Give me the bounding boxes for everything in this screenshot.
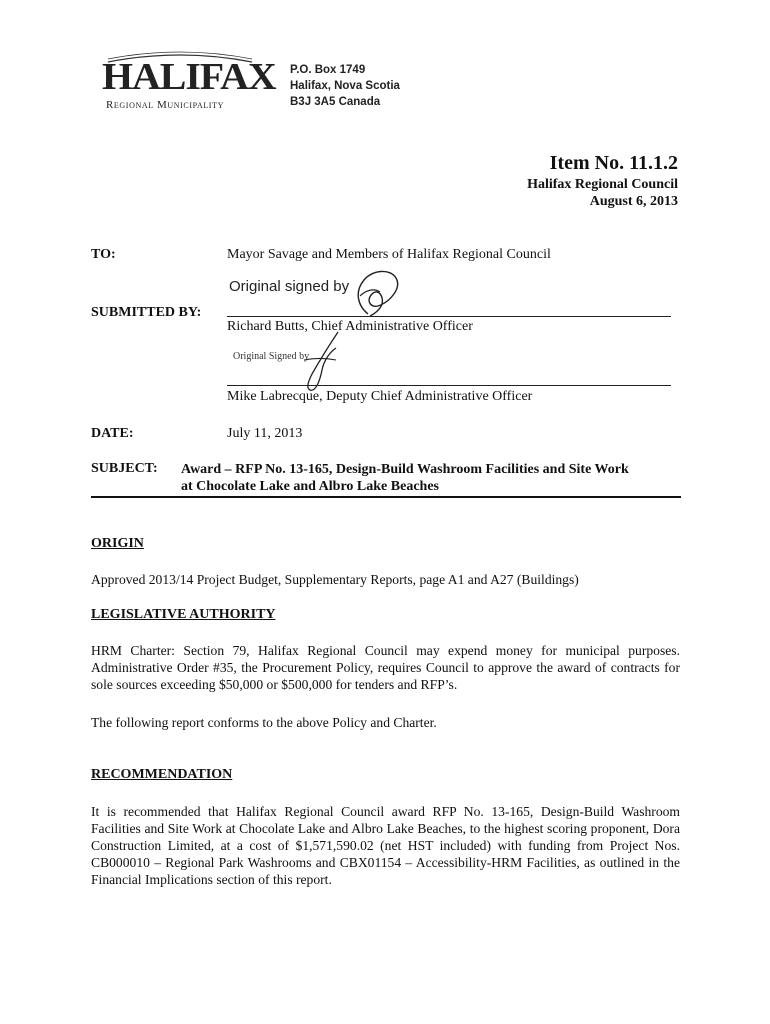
logo-subtitle: Regional Municipality <box>106 99 224 111</box>
meeting-date: August 6, 2013 <box>589 194 678 209</box>
subject-label: SUBJECT: <box>91 461 158 476</box>
legislative-text: HRM Charter: Section 79, Halifax Regional Council may expend money for municipal purposes. Administrative Order #35, the Procurement Policy, requires Council to approve the award of contracts for sole sources exceeding $50,000 or $500,000 for tenders and RFP’s. <box>91 643 680 692</box>
signer-1: Richard Butts, Chief Administrative Officer <box>227 319 473 334</box>
subject-line: Award – RFP No. 13-165, Design-Build Washroom Facilities and Site Work <box>181 462 629 477</box>
conform-text: The following report conforms to the above Policy and Charter. <box>91 715 437 730</box>
address-line: B3J 3A5 Canada <box>290 96 381 108</box>
legislative-heading: LEGISLATIVE AUTHORITY <box>91 607 276 622</box>
origin-heading: ORIGIN <box>91 536 144 551</box>
recommendation-text: It is recommended that Halifax Regional Council award RFP No. 13-165, Design-Build Washroom Facilities and Site Work at Chocolate Lake and Albro Lake Beaches, to the highest scoring proponent, Dora Construction Limited, at a cost of $1,571,590.02 (net HST included) with funding from Project Nos. CB000010 – Regional Park Washrooms and CBX01154 – Accessibility-HRM Facilities, as outlined in the Financial Implications section of this report. <box>91 804 680 887</box>
subject-divider <box>91 496 681 498</box>
signature-line-2 <box>227 385 671 386</box>
council-meeting <box>527 176 678 210</box>
date-value: July 11, 2013 <box>227 426 303 441</box>
to-label: TO: <box>91 247 116 262</box>
mailing-address <box>290 62 400 110</box>
origin-text: Approved 2013/14 Project Budget, Supplementary Reports, page A1 and A27 (Buildings) <box>91 572 579 587</box>
signer-2: Mike Labrecque, Deputy Chief Administrative Officer <box>227 389 533 404</box>
submitted-by-label: SUBMITTED BY: <box>91 305 202 320</box>
halifax-logo <box>100 50 276 112</box>
recommendation-heading: RECOMMENDATION <box>91 767 233 782</box>
to-value: Mayor Savage and Members of Halifax Regional Council <box>227 247 551 262</box>
subject-value <box>181 461 629 495</box>
date-label: DATE: <box>91 426 134 441</box>
address-line: Halifax, Nova Scotia <box>290 80 400 92</box>
signature-note-2: Original Signed by <box>233 351 310 362</box>
signature-note-1: Original signed by <box>229 278 350 295</box>
signature-1-icon <box>340 266 410 318</box>
subject-line: at Chocolate Lake and Albro Lake Beaches <box>181 479 439 494</box>
address-line: P.O. Box 1749 <box>290 64 366 76</box>
council-name: Halifax Regional Council <box>527 177 678 192</box>
item-number: Item No. 11.1.2 <box>549 152 678 174</box>
signature-line-1 <box>227 316 671 317</box>
logo-wordmark: HALIFAX <box>102 56 276 98</box>
